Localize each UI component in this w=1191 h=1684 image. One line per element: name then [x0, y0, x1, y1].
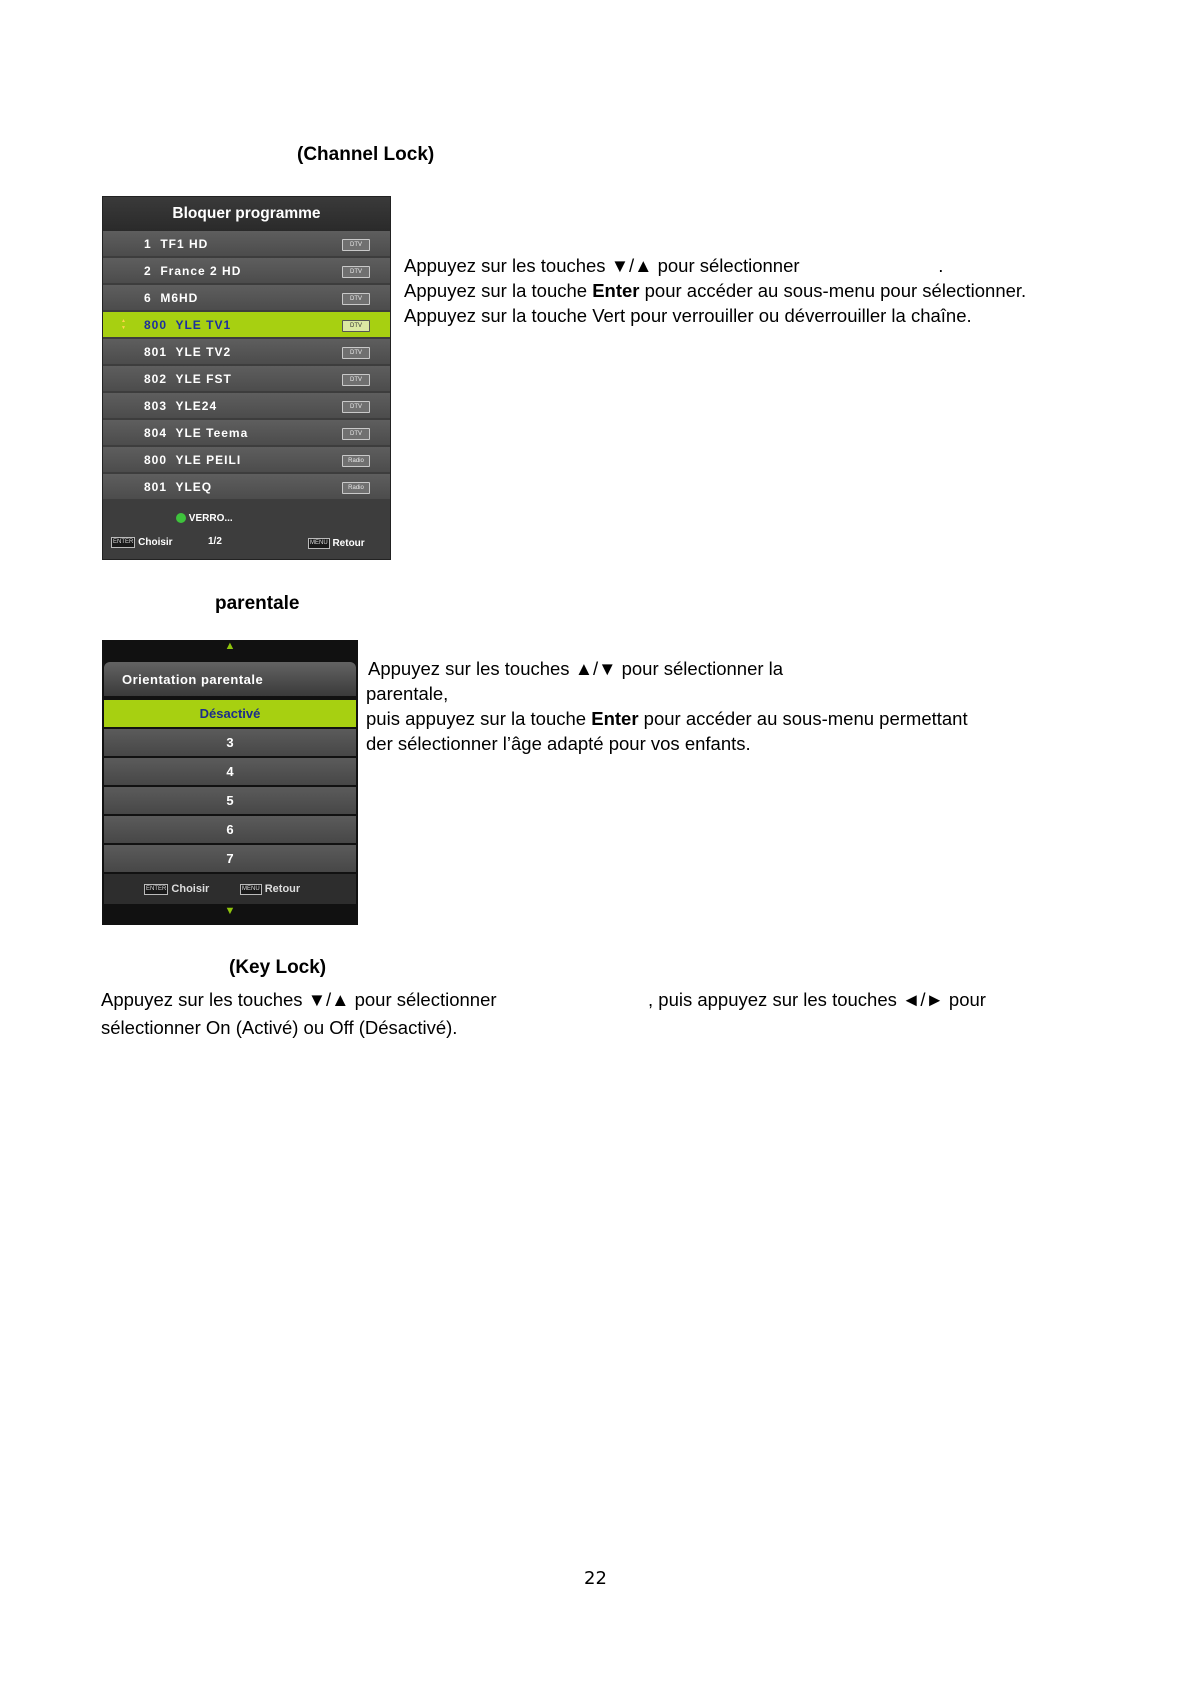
parental-option[interactable]: 7: [104, 845, 356, 872]
channel-lock-osd: [102, 196, 391, 560]
parental-instructions: [366, 656, 1046, 756]
parental-option[interactable]: 3: [104, 729, 356, 756]
green-button-icon: [176, 513, 186, 523]
channel-label: 800 YLE TV1: [144, 318, 232, 332]
key-lock-instructions: [101, 986, 1021, 1042]
enter-key-icon: ENTER: [144, 884, 168, 895]
channel-label: 802 YLE FST: [144, 372, 232, 386]
channel-type-badge: Radio: [342, 455, 370, 467]
channel-label: 2 France 2 HD: [144, 264, 242, 278]
back-hint: [240, 874, 300, 904]
channel-row[interactable]: [103, 366, 390, 391]
key-lock-line-2: sélectionner On (Activé) ou Off (Désactivé).: [101, 1017, 458, 1038]
lock-label: VERRO...: [188, 513, 233, 524]
channel-row[interactable]: [103, 474, 390, 499]
parental-option[interactable]: Désactivé: [104, 700, 356, 727]
channel-label: 804 YLE Teema: [144, 426, 249, 440]
page-indicator: 1/2: [208, 536, 222, 547]
parental-line-3: puis appuyez sur la touche Enter pour accéder au sous-menu permettant: [366, 708, 968, 729]
channel-row[interactable]: [103, 420, 390, 445]
channel-row[interactable]: [103, 393, 390, 418]
page-number: 22: [584, 1568, 607, 1589]
parental-option[interactable]: 6: [104, 816, 356, 843]
back-label: Retour: [332, 538, 365, 550]
channel-label: 803 YLE24: [144, 399, 218, 413]
channel-label: 6 M6HD: [144, 291, 199, 305]
channel-type-badge: DTV: [342, 266, 370, 278]
choose-label: Choisir: [138, 537, 173, 549]
channel-row[interactable]: [103, 339, 390, 364]
osd-footer: [103, 501, 390, 561]
channel-list: [103, 231, 390, 499]
channel-type-badge: DTV: [342, 239, 370, 251]
osd-title: Orientation parentale: [104, 662, 356, 696]
channel-type-badge: DTV: [342, 320, 370, 332]
back-hint: [308, 538, 365, 549]
key-lock-heading: (Key Lock): [229, 957, 327, 978]
channel-label: 1 TF1 HD: [144, 237, 209, 251]
parental-line-1: Appuyez sur les touches ▲/▼ pour sélectionner la: [368, 658, 784, 679]
parental-option[interactable]: 4: [104, 758, 356, 785]
channel-label: 800 YLE PEILI: [144, 453, 242, 467]
parental-option[interactable]: 5: [104, 787, 356, 814]
channel-type-badge: DTV: [342, 401, 370, 413]
osd-footer: [104, 874, 356, 904]
channel-row[interactable]: [103, 312, 390, 337]
parental-options: [104, 700, 356, 874]
channel-label: 801 YLEQ: [144, 480, 213, 494]
parental-line-4: der sélectionner l’âge adapté pour vos enfants.: [366, 733, 751, 754]
back-label: Retour: [264, 883, 301, 895]
osd-title: Bloquer programme: [103, 197, 390, 231]
choose-hint: [111, 537, 173, 548]
choose-hint: [144, 874, 209, 904]
parental-line-2: parentale,: [366, 683, 449, 704]
parental-osd: [102, 640, 358, 925]
lock-hint: [176, 513, 233, 524]
channel-row[interactable]: [103, 258, 390, 283]
choose-label: Choisir: [171, 883, 210, 895]
channel-type-badge: DTV: [342, 374, 370, 386]
instruction-3: Appuyez sur la touche Vert pour verrouiller ou déverrouiller la chaîne.: [404, 305, 972, 326]
channel-type-badge: Radio: [342, 482, 370, 494]
scroll-up-icon[interactable]: ▲: [224, 640, 236, 652]
channel-label: 801 YLE TV2: [144, 345, 232, 359]
parental-heading: parentale: [215, 593, 300, 614]
enter-key-icon: ENTER: [111, 537, 135, 548]
channel-lock-instructions: [404, 253, 1044, 328]
menu-key-icon: MENU: [308, 538, 330, 549]
channel-type-badge: DTV: [342, 347, 370, 359]
key-lock-line-1: Appuyez sur les touches ▼/▲ pour sélectionner , puis appuyez sur les touches ◄/► pour: [101, 989, 986, 1010]
channel-row[interactable]: [103, 285, 390, 310]
instruction-2: Appuyez sur la touche Enter pour accéder au sous-menu pour sélectionner.: [404, 280, 1027, 301]
channel-type-badge: DTV: [342, 293, 370, 305]
menu-key-icon: MENU: [240, 884, 262, 895]
instruction-1: Appuyez sur les touches ▼/▲ pour sélectionner .: [404, 255, 944, 276]
channel-lock-heading: (Channel Lock): [297, 144, 435, 165]
scroll-down-icon[interactable]: ▼: [224, 905, 236, 917]
updown-arrow-icon: ▲ ▼: [121, 318, 126, 331]
channel-row[interactable]: [103, 231, 390, 256]
channel-type-badge: DTV: [342, 428, 370, 440]
channel-row[interactable]: [103, 447, 390, 472]
